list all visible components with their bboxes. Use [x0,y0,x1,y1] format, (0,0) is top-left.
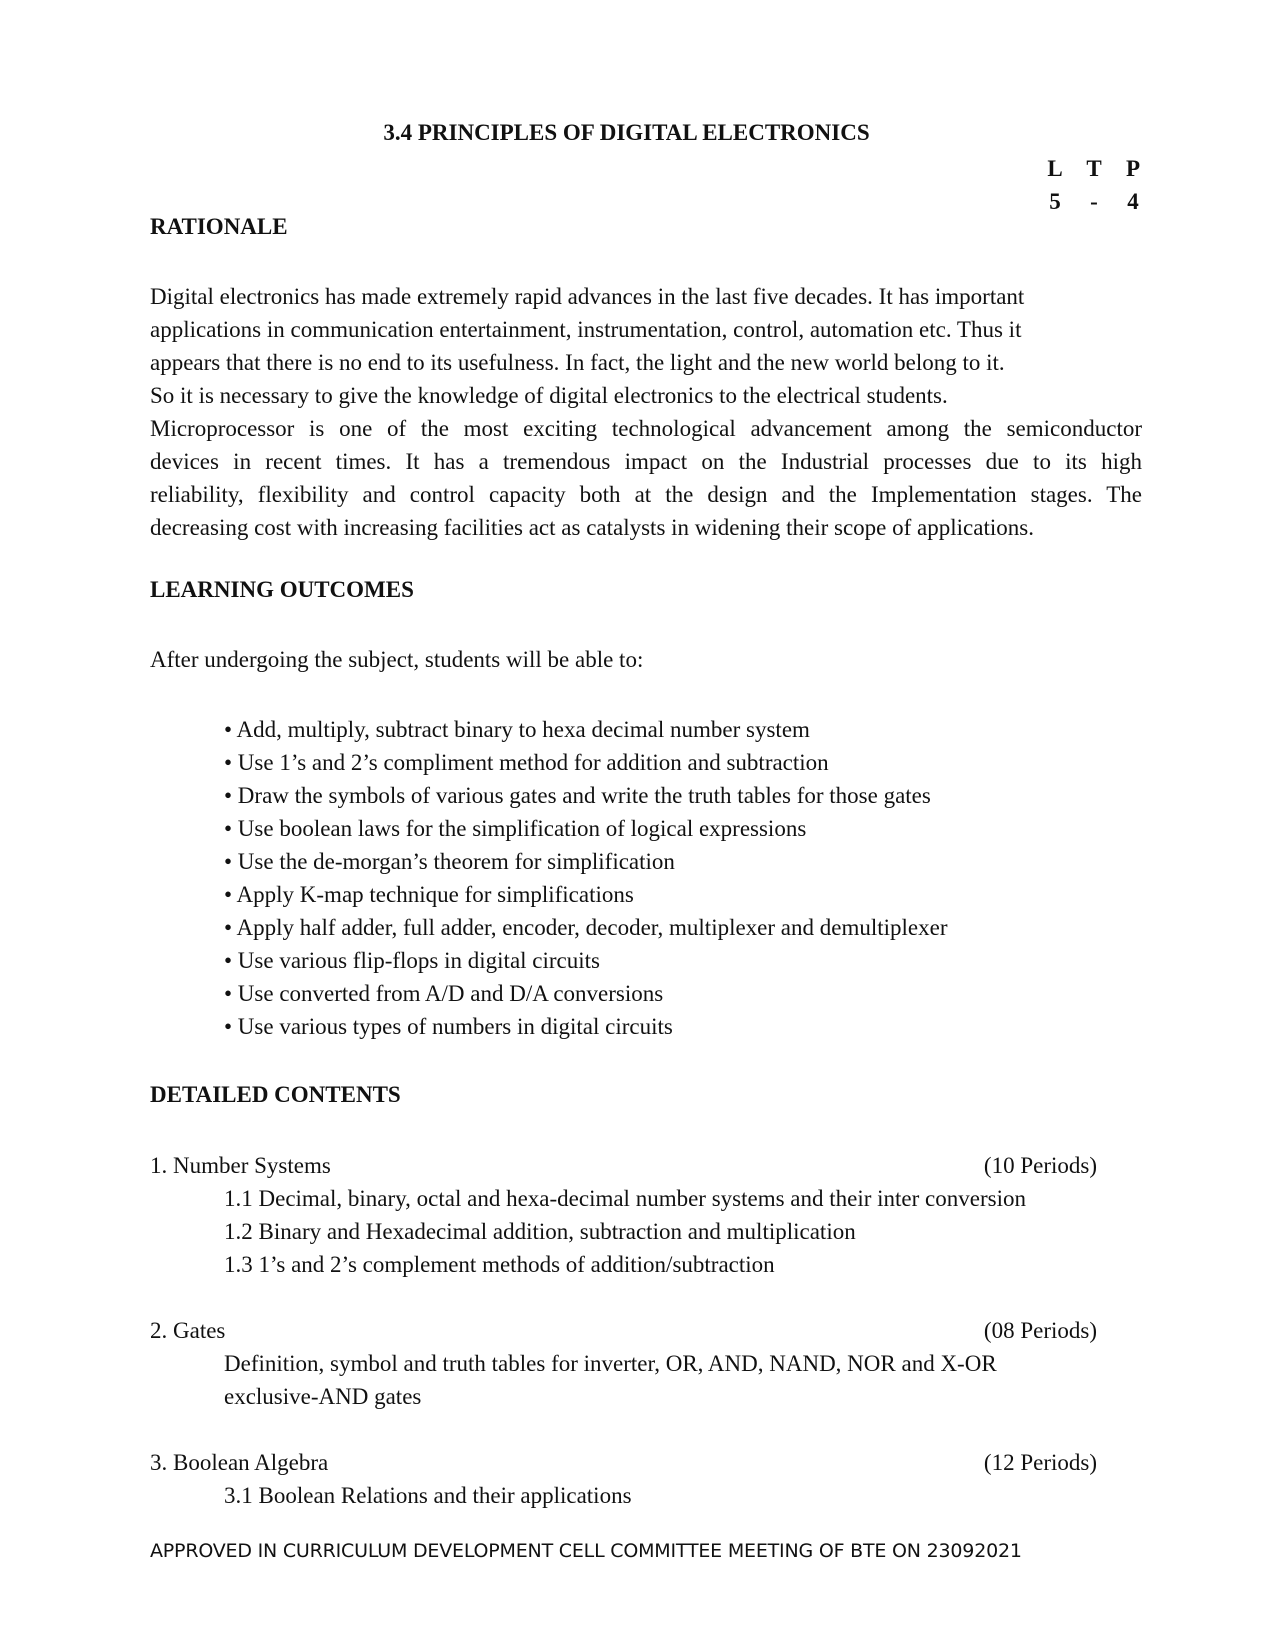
section-title: 3. Boolean Algebra [150,1450,329,1475]
rationale-line: reliability, flexibility and control capacity both at the design and the Implementation stages. The [150,482,1142,507]
ltp-header-t: T [1086,156,1102,181]
list-item: • Use various flip-flops in digital circuits [224,948,600,973]
section-item: exclusive-AND gates [224,1384,422,1409]
rationale-line: Microprocessor is one of the most exciting technological advancement among the semiconductor [150,416,1142,441]
section-title: 2. Gates [150,1318,226,1343]
list-item: • Use 1’s and 2’s compliment method for addition and subtraction [224,750,829,775]
content-section-gates [150,1314,1097,1413]
ltp-table [1040,152,1148,218]
section-header [150,1314,1097,1347]
list-item: • Draw the symbols of various gates and write the truth tables for those gates [224,783,931,808]
rationale-line: applications in communication entertainment, instrumentation, control, automation etc. Thus it [150,317,1022,342]
ltp-value-p: 4 [1127,189,1139,214]
rationale-line: appears that there is no end to its usefulness. In fact, the light and the new world belong to it. [150,350,1005,375]
list-item: • Apply half adder, full adder, encoder, decoder, multiplexer and demultiplexer [224,915,948,940]
content-section-boolean-algebra [150,1446,1097,1512]
section-periods: (08 Periods) [983,1318,1097,1343]
rationale-paragraph [150,280,1142,544]
page-footer: APPROVED IN CURRICULUM DEVELOPMENT CELL COMMITTEE MEETING OF BTE ON 23092021 [150,1540,1022,1562]
list-item: • Use various types of numbers in digital circuits [224,1014,673,1039]
ltp-value-row [1040,185,1148,218]
list-item: • Use boolean laws for the simplification of logical expressions [224,816,807,841]
detailed-contents-heading: DETAILED CONTENTS [150,1082,401,1107]
learning-outcomes-intro [150,643,1142,676]
list-item: • Use the de-morgan’s theorem for simplification [224,849,675,874]
rationale-line: So it is necessary to give the knowledge of digital electronics to the electrical students. [150,383,948,408]
section-item: 1.1 Decimal, binary, octal and hexa-decimal number systems and their inter conversion [224,1186,1026,1211]
ltp-header-l: L [1047,156,1063,181]
section-periods: (10 Periods) [983,1153,1097,1178]
ltp-header-row [1040,152,1148,185]
section-title: 1. Number Systems [150,1153,331,1178]
page-title: 3.4 PRINCIPLES OF DIGITAL ELECTRONICS [383,120,870,145]
learning-outcomes-heading: LEARNING OUTCOMES [150,577,414,602]
rationale-line: Digital electronics has made extremely rapid advances in the last five decades. It has important [150,284,1025,309]
section-header [150,1446,1097,1479]
list-item: • Use converted from A/D and D/A conversions [224,981,664,1006]
section-header [150,1149,1097,1182]
rationale-heading: RATIONALE [150,214,288,239]
learning-outcomes-list [224,713,948,1043]
ltp-value-t: - [1090,189,1098,214]
ltp-value-l: 5 [1049,189,1061,214]
section-periods: (12 Periods) [983,1450,1097,1475]
content-section-number-systems [150,1149,1097,1281]
list-item: • Apply K-map technique for simplifications [224,882,634,907]
rationale-line: devices in recent times. It has a tremendous impact on the Industrial processes due to its high [150,449,1142,474]
list-item: • Add, multiply, subtract binary to hexa decimal number system [224,717,810,742]
ltp-header-p: P [1125,156,1141,181]
section-item: Definition, symbol and truth tables for inverter, OR, AND, NAND, NOR and X-OR [224,1351,997,1376]
section-item: 1.3 1’s and 2’s complement methods of addition/subtraction [224,1252,775,1277]
section-item: 3.1 Boolean Relations and their applications [224,1483,632,1508]
rationale-line: decreasing cost with increasing facilities act as catalysts in widening their scope of applications. [150,515,1034,540]
learning-outcomes-intro-text: After undergoing the subject, students will be able to: [150,647,644,672]
section-item: 1.2 Binary and Hexadecimal addition, subtraction and multiplication [224,1219,856,1244]
